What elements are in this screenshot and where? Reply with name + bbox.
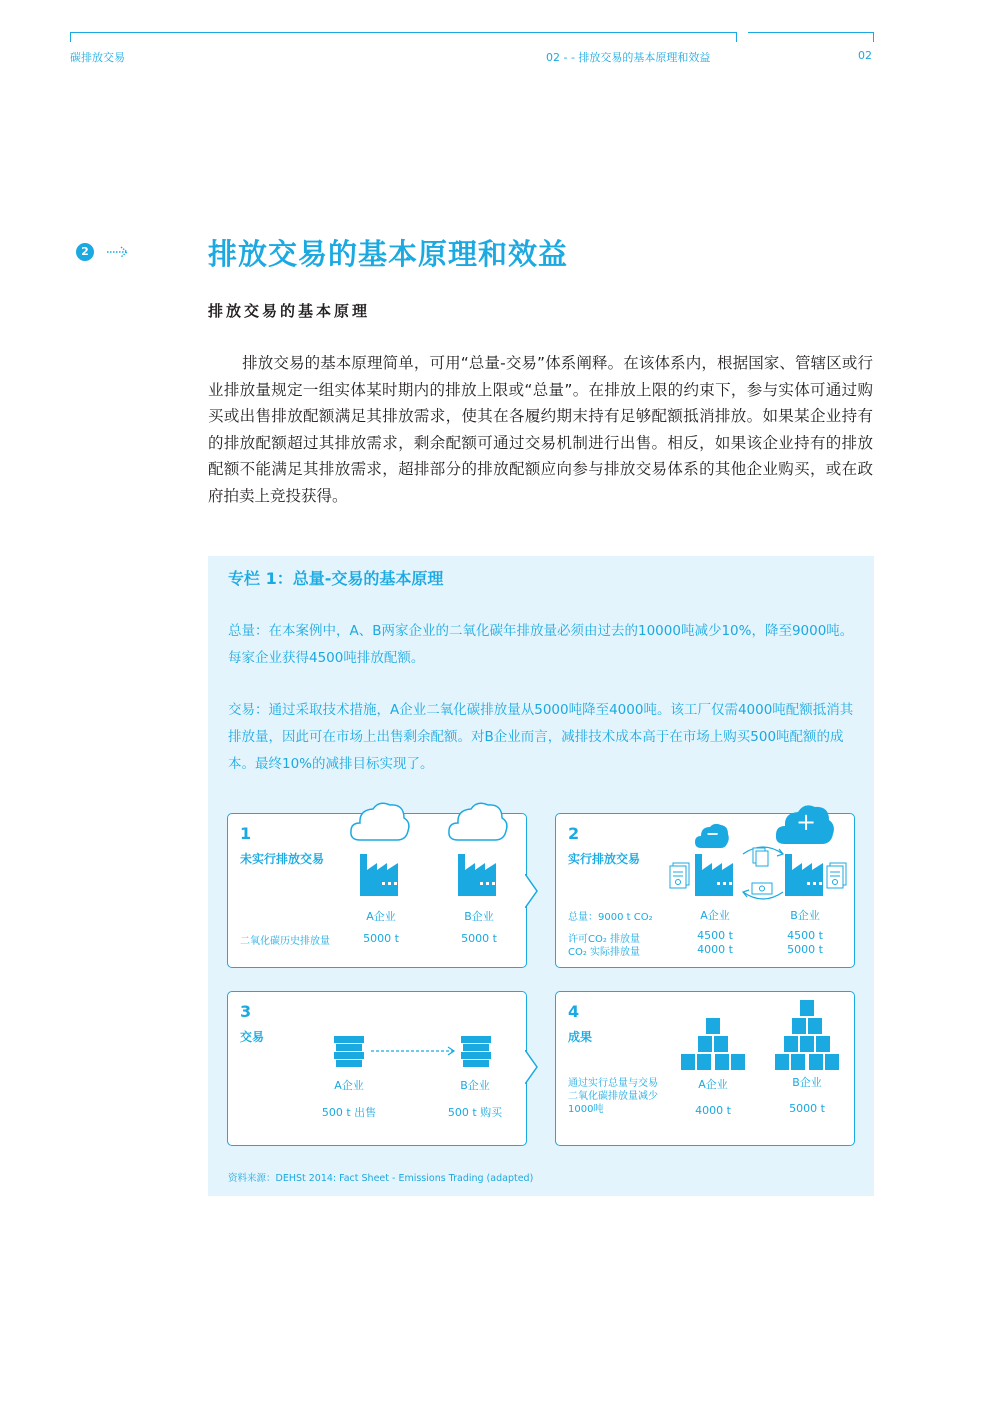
dotted-arrow-icon bbox=[106, 242, 130, 262]
factory-icon bbox=[783, 852, 827, 896]
company-a-label: A企业 bbox=[334, 1079, 364, 1092]
company-b-actual: 5000 t bbox=[787, 943, 823, 956]
panel-number: 3 bbox=[240, 1002, 252, 1021]
company-a-value: 4000 t bbox=[695, 1104, 731, 1117]
box-paragraph-cap: 总量：在本案例中，A、B两家企业的二氧化碳年排放量必须由过去的10000吨减少10%，降至9000吨。每家企业获得4500吨排放配额。 bbox=[228, 623, 854, 666]
page-title: 排放交易的基本原理和效益 bbox=[208, 237, 569, 271]
company-a-allowed: 4500 t bbox=[697, 929, 733, 942]
company-b-value: 5000 t bbox=[789, 1102, 825, 1115]
allowance-stack-icon bbox=[334, 1036, 364, 1068]
company-a-sell: 500 t 出售 bbox=[321, 1106, 377, 1119]
source-note: 资料来源：DEHSt 2014: Fact Sheet - Emissions Trading (adapted) bbox=[228, 1173, 534, 1184]
box-paragraph-trade: 交易：通过采取技术措施，A企业二氧化碳排放量从5000吨降至4000吨。该工厂仅需4000吨配额抵消其排放量，因此可在市场上出售剩余配额。对B企业而言，减排技术成本高于在市场上购买500吨配额的成本。最终10%的减排目标实现了。 bbox=[228, 702, 854, 772]
panel-number: 1 bbox=[240, 824, 252, 843]
cloud-minus-icon bbox=[694, 822, 730, 850]
company-b-label: B企业 bbox=[460, 1079, 490, 1092]
plus-sign: + bbox=[796, 808, 817, 836]
panel-label: 交易 bbox=[240, 1030, 265, 1044]
actual-emissions-label: CO₂ 实际排放量 bbox=[568, 947, 641, 958]
info-box bbox=[208, 556, 874, 1196]
panel-label: 实行排放交易 bbox=[568, 852, 641, 866]
chevron-right-icon bbox=[525, 1050, 539, 1084]
company-a-value: 5000 t bbox=[363, 932, 399, 945]
header-section-title: 02 - - 排放交易的基本原理和效益 bbox=[546, 51, 711, 64]
cloud-icon bbox=[446, 800, 510, 846]
company-b-label: B企业 bbox=[464, 910, 494, 923]
company-b-value: 5000 t bbox=[461, 932, 497, 945]
panel-label: 成果 bbox=[568, 1030, 593, 1044]
allowance-pyramid-a-icon bbox=[681, 1018, 745, 1072]
body-paragraph: 排放交易的基本原理简单，可用“总量-交易”体系阐释。在该体系内，根据国家、管辖区或行业排放量规定一组实体某时期内的排放上限或“总量”。在排放上限的约束下，参与实体可通过购买或出售排放配额满足其排放需求，使其在各履约期末持有足够配额抵消排放。如果某企业持有的排放配额超过其排放需求，剩余配额可通过交易机制进行出售。相反，如果该企业持有的排放配额不能满足其排放需求，超排部分的排放配额应向参与排放交易体系的其他企业购买，或在政府拍卖上竞投获得。 bbox=[208, 354, 873, 505]
allowed-emissions-label: 许可CO₂ 排放量 bbox=[568, 934, 641, 945]
header-tick-right bbox=[873, 32, 874, 42]
header-left-title: 碳排放交易 bbox=[70, 51, 125, 64]
company-b-buy: 500 t 购买 bbox=[447, 1106, 503, 1119]
company-a-actual: 4000 t bbox=[697, 943, 733, 956]
box-title: 专栏 1：总量-交易的基本原理 bbox=[228, 569, 444, 588]
company-b-label: B企业 bbox=[792, 1076, 822, 1089]
company-a-label: A企业 bbox=[700, 909, 730, 922]
factory-icon bbox=[358, 852, 402, 896]
header-page-number: 02 bbox=[858, 49, 872, 62]
panel-no-trading bbox=[227, 813, 527, 968]
panel-trade bbox=[227, 991, 527, 1146]
panel-with-trading bbox=[555, 808, 855, 968]
company-a-label: A企业 bbox=[698, 1078, 728, 1091]
factory-icon bbox=[456, 852, 500, 896]
result-note: 通过实行总量与交易二氧化碳排放量减少1000吨 bbox=[568, 1078, 658, 1115]
allowance-pyramid-b-icon bbox=[775, 1000, 839, 1072]
header-tick-middle bbox=[736, 32, 737, 42]
header-tick-left bbox=[70, 32, 71, 42]
exchange-arrows-icon bbox=[739, 840, 787, 910]
factory-icon bbox=[693, 852, 737, 896]
dashed-arrow-icon bbox=[371, 1045, 457, 1057]
company-a-label: A企业 bbox=[366, 910, 396, 923]
panel-number: 4 bbox=[568, 1002, 580, 1021]
panel-label: 未实行排放交易 bbox=[240, 852, 325, 866]
chevron-right-icon bbox=[525, 874, 539, 908]
allowance-stack-icon bbox=[461, 1036, 491, 1068]
minus-sign: − bbox=[706, 824, 720, 843]
row-label: 二氧化碳历史排放量 bbox=[240, 936, 330, 947]
header-rule-right bbox=[748, 32, 874, 33]
certificate-icon bbox=[669, 862, 691, 890]
panel-number: 2 bbox=[568, 824, 580, 843]
panel-result bbox=[555, 991, 855, 1146]
cloud-icon bbox=[348, 800, 412, 846]
company-b-allowed: 4500 t bbox=[787, 929, 823, 942]
certificate-icon bbox=[826, 862, 848, 890]
header-rule-left bbox=[70, 32, 736, 33]
section-number-badge: 2 bbox=[76, 243, 94, 261]
section-subtitle: 排放交易的基本原理 bbox=[208, 302, 371, 320]
company-b-label: B企业 bbox=[790, 909, 820, 922]
cap-label: 总量：9000 t CO₂ bbox=[568, 912, 653, 923]
